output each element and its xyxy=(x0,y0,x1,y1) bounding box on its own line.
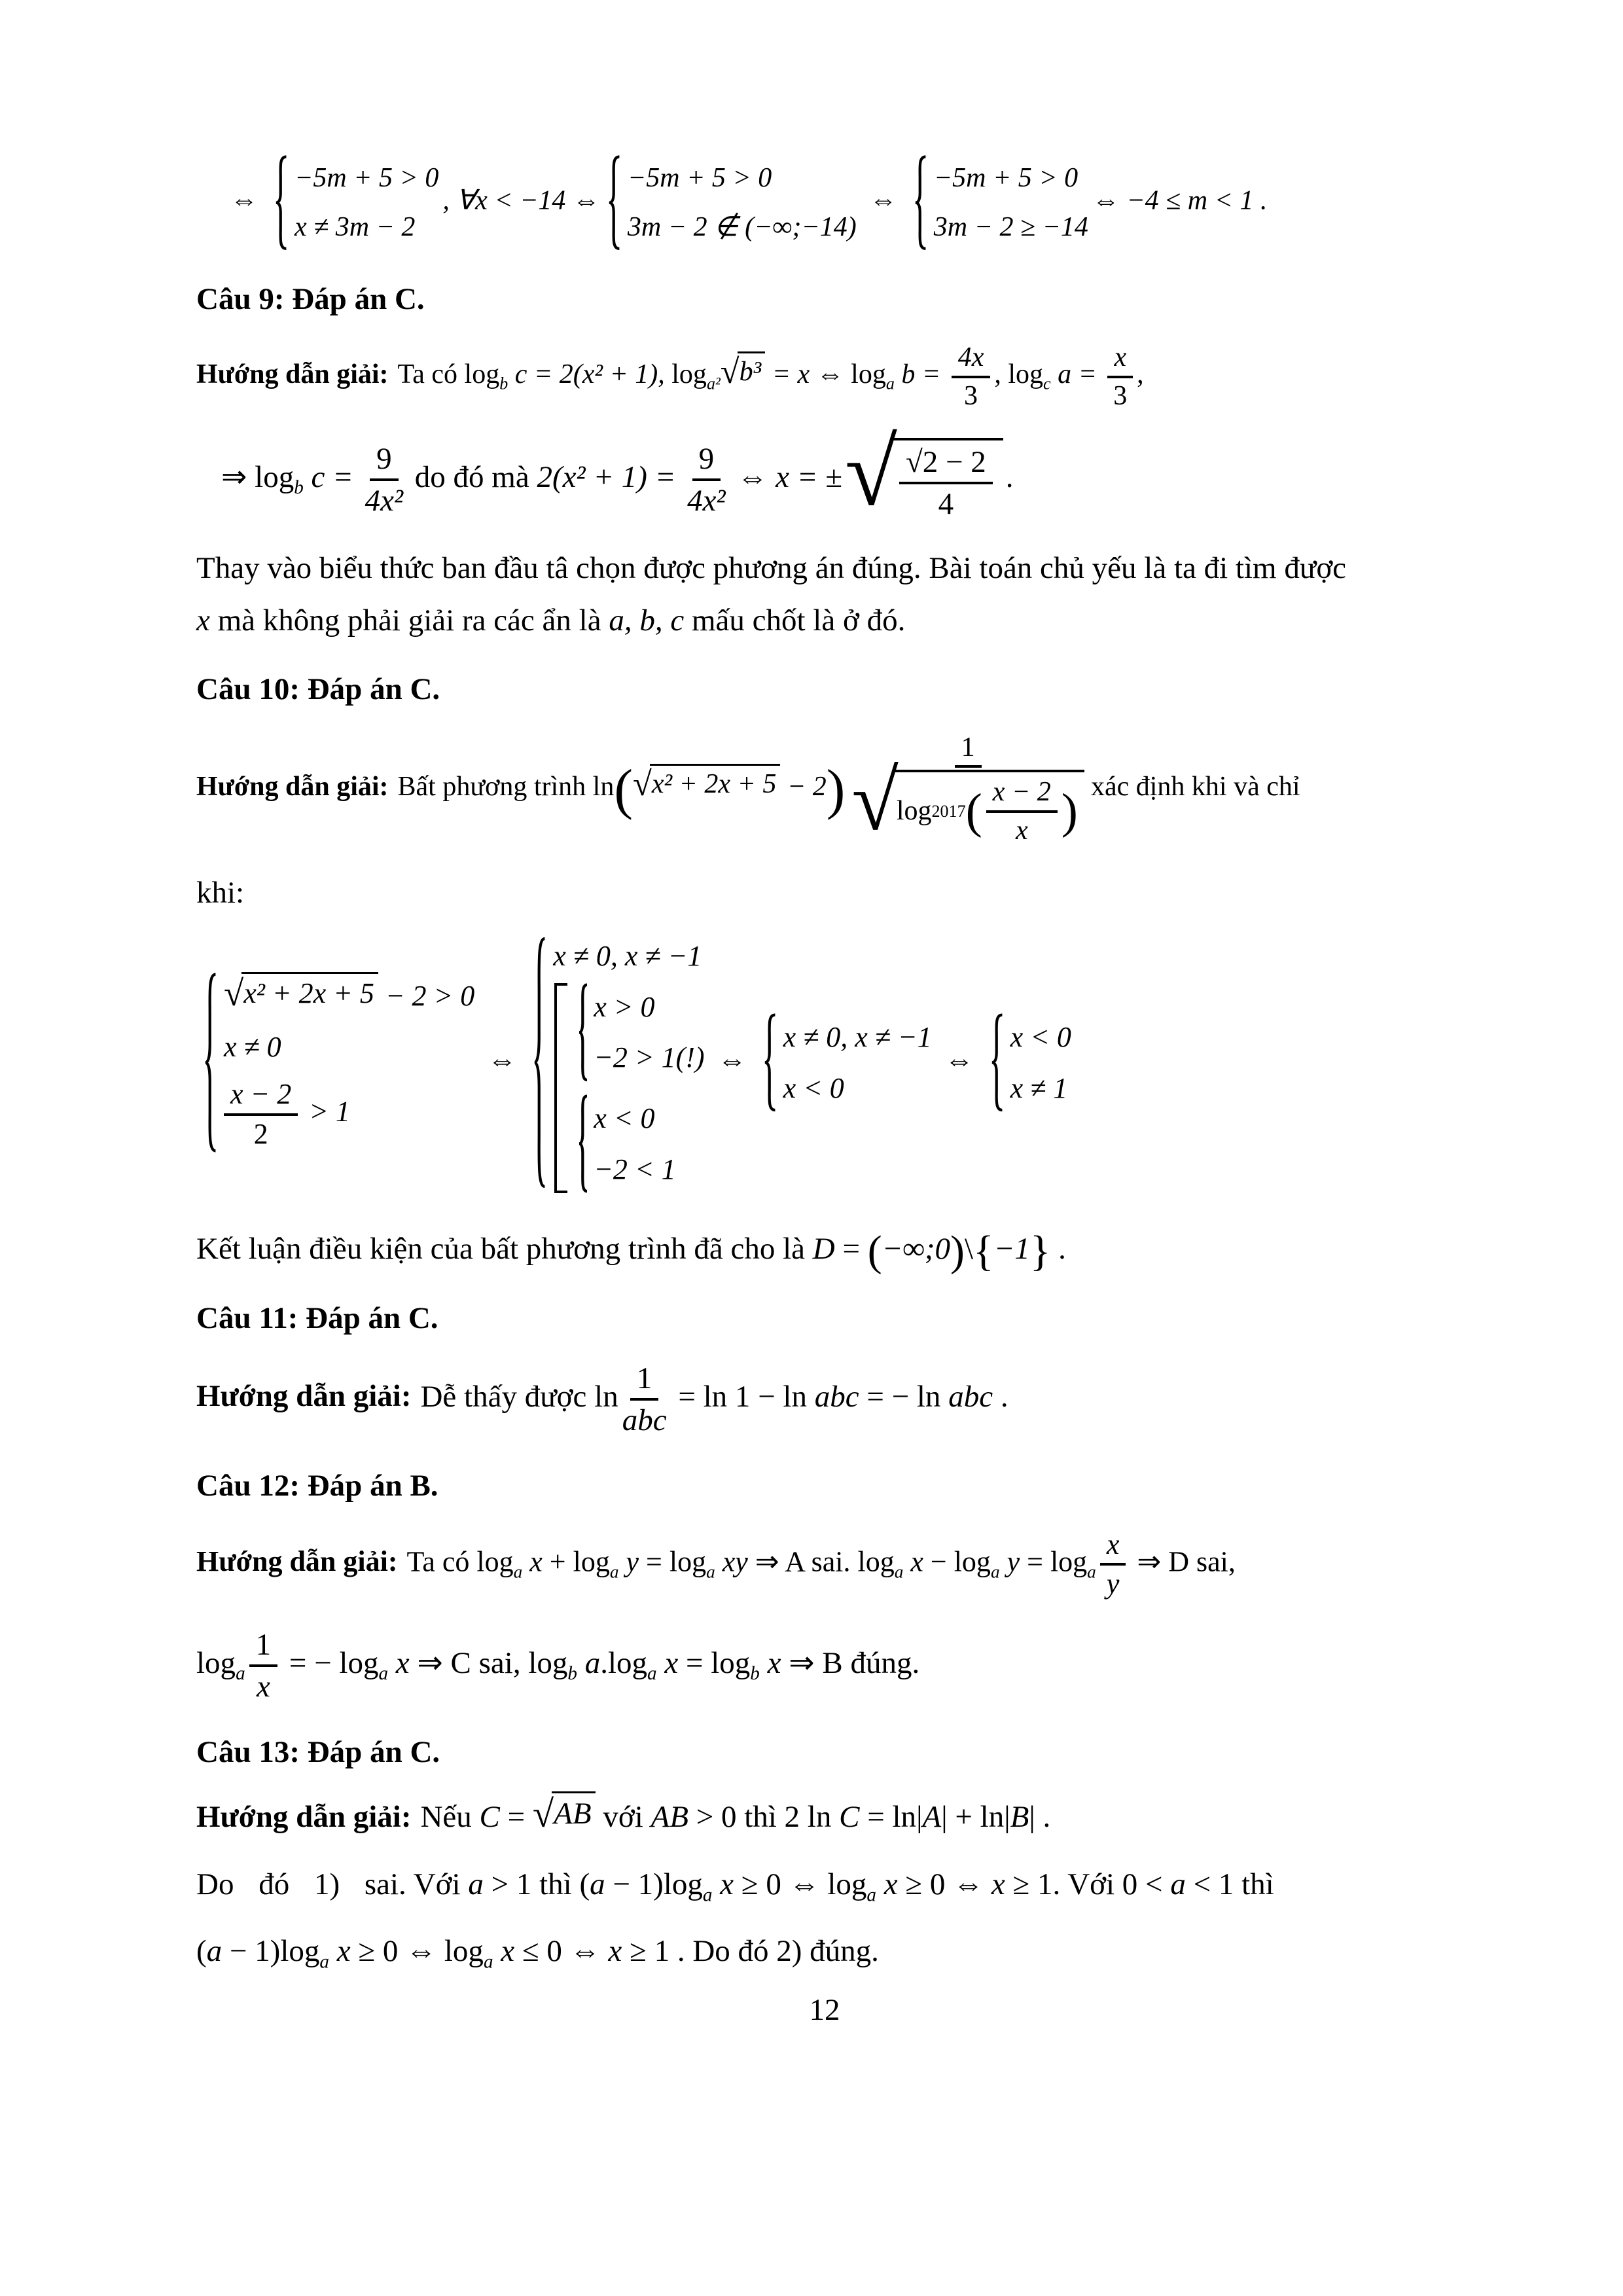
paragraph: Thay vào biểu thức ban đầu tâ chọn được phương án đúng. Bài toán chủ yếu là ta đi tìm được xyxy=(196,551,1347,586)
radical-sign: √ xyxy=(844,419,897,526)
text-fragment: Kết luận điều kiện của bất phương trình đã cho là xyxy=(196,1232,813,1266)
math-fragment: C xyxy=(479,1800,500,1835)
math-fragment: ⇒ A sai. xyxy=(747,1545,858,1578)
math-fragment: log xyxy=(896,796,932,827)
math-fragment: ⇒ xyxy=(221,459,255,494)
text-fragment: Dễ thấy được xyxy=(420,1379,595,1414)
math-fragment: = xyxy=(834,1232,868,1266)
math-fragment: log xyxy=(607,1645,648,1680)
math-fragment: − 2 xyxy=(780,772,827,802)
radicand: x² + 2x + 5 xyxy=(241,972,378,1013)
case-row: x ≠ 0, x ≠ −1 xyxy=(783,1021,932,1054)
math-fragment: ⇔ x = ± xyxy=(729,459,842,494)
cases-system xyxy=(575,982,704,1083)
math-fragment: − 1) xyxy=(605,1867,664,1902)
formula-line-q9-2 xyxy=(221,419,1453,526)
math-fragment: x xyxy=(712,1867,734,1902)
radicand: AB xyxy=(552,1791,595,1835)
math-fragment: y xyxy=(618,1545,639,1578)
fraction-numerator: x xyxy=(1100,1528,1126,1566)
case-row: x ≠ 0 xyxy=(224,1030,281,1063)
math-subscript: a xyxy=(1087,1562,1096,1582)
math-fragment: x xyxy=(759,1645,781,1680)
math-fragment: < 1 thì xyxy=(1185,1867,1274,1902)
math-fragment: x xyxy=(196,603,210,637)
text-fragment: Do đó 1) sai. xyxy=(196,1867,406,1902)
math-fragment: b = xyxy=(894,359,948,390)
math-fragment: ⇒ B đúng. xyxy=(781,1645,920,1680)
formula-line-q11 xyxy=(196,1361,1453,1438)
math-fragment: log xyxy=(669,1545,707,1578)
math-fragment: log xyxy=(711,1645,751,1680)
math-subscript: a xyxy=(894,1562,904,1582)
formula-line-q13-2 xyxy=(196,1864,1453,1909)
math-fragment: −5m + 5 > 0 xyxy=(627,163,772,193)
case-row: x ≠ 1 xyxy=(1010,1071,1068,1104)
formula-line-q12-2 xyxy=(196,1627,1453,1704)
abs-bar: | xyxy=(941,1800,948,1835)
math-fragment: ≥ 0 ⇔ xyxy=(734,1867,828,1902)
fraction-denominator: x xyxy=(256,1669,270,1704)
math-subscript: a xyxy=(885,374,895,393)
radical xyxy=(720,353,765,391)
math-fragment: log xyxy=(476,1545,514,1578)
math-fragment: C xyxy=(839,1800,860,1835)
text-fragment: mấu chốt là ở đó. xyxy=(684,603,906,637)
math-fragment: x xyxy=(522,1545,543,1578)
fraction-numerator: x − 2 xyxy=(224,1078,298,1116)
math-fragment: c = 2(x² + 1), xyxy=(508,359,672,390)
brace-left xyxy=(200,969,217,1157)
formula-line-q12-1 xyxy=(196,1528,1453,1601)
fraction-numerator: 4x xyxy=(952,342,991,378)
fraction xyxy=(687,441,725,518)
math-fragment: a xyxy=(1170,1867,1186,1902)
radicand: x² + 2x + 5 xyxy=(650,764,781,803)
math-fragment: x xyxy=(608,1934,622,1969)
paren-close: ) xyxy=(826,757,846,821)
cases-system xyxy=(987,1012,1071,1113)
math-fragment: ⇔ xyxy=(944,1043,974,1076)
solution-lead: Hướng dẫn giải: xyxy=(196,772,389,802)
text-line-khi xyxy=(196,872,1453,914)
text-fragment: do đó mà xyxy=(407,459,537,494)
abs-bar: | xyxy=(1029,1800,1035,1835)
brace-left xyxy=(575,982,588,1083)
fraction-denominator: abc xyxy=(622,1403,667,1437)
math-fragment: log xyxy=(857,1545,895,1578)
math-fragment: , ∀x < −14 ⇔ xyxy=(442,185,600,216)
math-fragment: log xyxy=(464,359,500,390)
question-heading-12: Câu 12: Đáp án B. xyxy=(196,1468,438,1503)
math-fragment: −1 xyxy=(993,1232,1030,1266)
math-fragment: x ≠ 3m − 2 xyxy=(294,211,416,242)
brace-left xyxy=(529,931,546,1194)
math-fragment: > 0 thì 2 ln xyxy=(688,1800,840,1835)
math-fragment: , xyxy=(994,359,1008,390)
math-subscript: a xyxy=(702,1884,713,1906)
conclusion-line xyxy=(196,1227,1453,1276)
math-subscript: a xyxy=(483,1951,493,1973)
math-fragment: ⇔ xyxy=(488,1043,517,1076)
fraction-numerator: 1 xyxy=(955,732,982,768)
math-fragment: log xyxy=(280,1934,320,1969)
solution-lead: Hướng dẫn giải: xyxy=(196,359,389,390)
math-fragment: y xyxy=(999,1545,1020,1578)
math-fragment: x xyxy=(329,1934,351,1969)
math-fragment: log xyxy=(573,1545,610,1578)
fraction-denominator: 2 xyxy=(253,1117,268,1150)
math-fragment: = xyxy=(639,1545,669,1578)
brace-left xyxy=(987,1012,1004,1113)
radical-big xyxy=(844,419,1003,526)
fraction xyxy=(952,342,991,412)
text-fragment: khi: xyxy=(196,875,245,910)
math-fragment: ⇔ −4 ≤ m < 1 . xyxy=(1092,185,1268,216)
radicand xyxy=(893,438,1003,522)
math-fragment: x xyxy=(876,1867,898,1902)
text-fragment: Bất phương trình xyxy=(397,772,593,802)
math-fragment: 3m − 2 ∉ (−∞;−14) xyxy=(627,211,857,242)
fraction-denominator: 3 xyxy=(1113,380,1128,411)
radical-sign: √ xyxy=(633,765,652,804)
question-heading-13: Câu 13: Đáp án C. xyxy=(196,1735,440,1770)
brace-left xyxy=(575,1093,588,1194)
math-fragment: − 1) xyxy=(222,1934,281,1969)
math-subscript: a xyxy=(513,1562,523,1582)
case-row: −2 > 1(!) xyxy=(594,1041,705,1074)
math-subscript: c xyxy=(1043,374,1051,393)
case-row: x ≠ 0, x ≠ −1 xyxy=(553,940,702,973)
fraction-denominator: 4 xyxy=(938,487,954,522)
math-fragment: = − xyxy=(281,1645,340,1680)
fraction-numerator: x − 2 xyxy=(986,776,1058,812)
math-fragment: \ xyxy=(964,1232,973,1266)
cases-system xyxy=(200,969,474,1157)
question-heading-9: Câu 9: Đáp án C. xyxy=(196,282,425,317)
math-fragment: a xyxy=(468,1867,484,1902)
math-fragment: ⇒ C sai, xyxy=(409,1645,529,1680)
fraction-numerator: √2 − 2 xyxy=(899,444,993,484)
math-fragment: 3m − 2 ≥ −14 xyxy=(933,211,1088,242)
math-fragment: −∞;0 xyxy=(882,1232,951,1266)
math-fragment: a xyxy=(206,1934,223,1969)
math-fragment: . xyxy=(600,1645,608,1680)
math-fragment: log xyxy=(444,1934,484,1969)
math-fragment: B xyxy=(1010,1800,1029,1835)
formula-line-q13-1 xyxy=(196,1795,1453,1838)
math-fragment: log xyxy=(528,1645,568,1680)
text-fragment: Ta có xyxy=(406,1545,477,1578)
fraction xyxy=(249,1627,278,1704)
fraction-numerator: 1 xyxy=(630,1361,659,1401)
math-fragment: − 2 > 0 xyxy=(378,980,475,1013)
formula-line-systems-m xyxy=(221,154,1453,251)
math-fragment: ⇔ xyxy=(869,185,897,216)
case-row: x < 0 xyxy=(783,1071,844,1104)
fraction-denominator: x xyxy=(1015,815,1028,846)
fraction xyxy=(365,441,403,518)
math-fragment: D xyxy=(812,1232,835,1266)
math-fragment: −5m + 5 > 0 xyxy=(294,163,439,193)
formula-line-system-x xyxy=(196,931,1453,1194)
fraction xyxy=(1107,342,1133,412)
solution-lead: Hướng dẫn giải: xyxy=(196,1379,412,1414)
fraction-numerator: x xyxy=(1107,342,1133,378)
math-subscript: 2017 xyxy=(931,801,966,821)
radical-sign: √ xyxy=(720,353,740,391)
paren-close: ) xyxy=(950,1227,965,1276)
math-fragment: 2(x² + 1) = xyxy=(537,459,684,494)
cases-system xyxy=(575,1093,704,1194)
math-fragment: abc xyxy=(814,1379,859,1414)
math-fragment: ≥ 0 ⇔ xyxy=(350,1934,444,1969)
text-fragment: mà không phải giải ra các ẩn là xyxy=(209,603,609,637)
math-fragment: c = xyxy=(303,459,361,494)
math-fragment: a xyxy=(577,1645,601,1680)
math-fragment: , xyxy=(1137,359,1144,390)
math-subscript: a xyxy=(236,1663,245,1685)
math-fragment: = ln 1 − ln xyxy=(670,1379,815,1414)
math-fragment: ⇔ xyxy=(230,185,258,216)
math-subscript: a² xyxy=(706,374,721,393)
paren-open: ( xyxy=(867,1227,882,1276)
math-fragment: a, b, c xyxy=(609,603,685,637)
math-fragment: ≥ 0 ⇔ xyxy=(897,1867,991,1902)
solution-lead: Hướng dẫn giải: xyxy=(196,1800,412,1835)
formula-line-q9-1 xyxy=(196,342,1453,412)
math-subscript: a xyxy=(378,1663,389,1685)
question-heading-11: Câu 11: Đáp án C. xyxy=(196,1300,438,1335)
radical xyxy=(224,973,378,1014)
case-row: x < 0 xyxy=(594,1102,655,1135)
fraction-denominator xyxy=(849,754,1087,849)
math-fragment: x xyxy=(991,1867,1005,1902)
math-fragment: log xyxy=(1008,359,1044,390)
math-fragment: x xyxy=(388,1645,410,1680)
page-number: 12 xyxy=(809,1992,840,2027)
math-fragment: x xyxy=(903,1545,923,1578)
text-fragment: xác định khi và chỉ xyxy=(1090,772,1300,802)
math-fragment: xy xyxy=(715,1545,748,1578)
fraction xyxy=(622,1361,667,1438)
math-fragment: ≥ 1. xyxy=(1005,1867,1061,1902)
math-fragment: > 1 xyxy=(302,1095,350,1128)
fraction-denominator: 4x² xyxy=(365,484,404,518)
paragraph xyxy=(196,600,1453,641)
radical-sign: √ xyxy=(851,754,899,849)
math-subscript: a xyxy=(647,1663,657,1685)
brace-close: } xyxy=(1029,1227,1051,1276)
math-fragment: log xyxy=(1050,1545,1088,1578)
text-fragment: Nếu xyxy=(420,1800,480,1835)
solution-lead: Hướng dẫn giải: xyxy=(196,1545,398,1578)
math-fragment: abc xyxy=(948,1379,993,1414)
math-subscript: a xyxy=(706,1562,715,1582)
math-fragment: = x ⇔ xyxy=(765,359,851,390)
formula-line-q13-3 xyxy=(196,1931,1453,1975)
math-subscript: a xyxy=(866,1884,876,1906)
math-subscript: a xyxy=(319,1951,329,1973)
math-subscript: b xyxy=(567,1663,577,1685)
text-fragment: Ta có xyxy=(397,359,465,390)
brace-left xyxy=(910,154,927,251)
radicand: b³ xyxy=(738,351,766,391)
case-row xyxy=(224,969,474,1021)
math-fragment: A xyxy=(922,1800,942,1835)
math-subscript: b xyxy=(499,374,508,393)
math-fragment: ln xyxy=(594,1379,618,1414)
question-heading-10: Câu 10: Đáp án C. xyxy=(196,672,440,706)
math-fragment: = xyxy=(499,1800,533,1835)
fraction-big xyxy=(849,732,1087,849)
math-fragment: = − ln xyxy=(859,1379,949,1414)
math-fragment: log xyxy=(255,459,294,494)
math-fragment: log xyxy=(954,1545,991,1578)
math-fragment: . xyxy=(1035,1800,1051,1835)
square-bracket xyxy=(554,983,567,1194)
brace-open: { xyxy=(973,1227,994,1276)
cases-system xyxy=(271,154,438,251)
radical xyxy=(532,1793,596,1836)
fraction xyxy=(899,444,993,522)
math-subscript: a xyxy=(609,1562,619,1582)
formula-line-q10 xyxy=(196,732,1453,849)
brace-left xyxy=(604,154,621,251)
math-fragment: ≤ 0 ⇔ xyxy=(514,1934,609,1969)
case-alternatives xyxy=(553,982,704,1195)
fraction-numerator: 9 xyxy=(692,441,721,481)
text-fragment: Với 0 < xyxy=(1060,1867,1171,1902)
fraction xyxy=(1100,1528,1126,1601)
math-fragment: + xyxy=(542,1545,573,1578)
math-fragment: + ln xyxy=(947,1800,1005,1835)
abs-bar: | xyxy=(916,1800,923,1835)
case-row: −2 < 1 xyxy=(594,1153,676,1185)
math-fragment: = ln xyxy=(859,1800,917,1835)
text-fragment: với xyxy=(595,1800,651,1835)
math-fragment: log xyxy=(339,1645,379,1680)
math-fragment: ln xyxy=(592,772,615,802)
cases-system xyxy=(529,931,704,1194)
fraction xyxy=(986,776,1058,846)
math-fragment: x xyxy=(493,1934,515,1969)
text-fragment: Với xyxy=(406,1867,469,1902)
fraction-numerator: 9 xyxy=(370,441,399,481)
brace-left xyxy=(760,1012,777,1113)
math-fragment: log xyxy=(663,1867,703,1902)
math-fragment: ⇒ D sai, xyxy=(1130,1545,1236,1578)
fraction xyxy=(224,1078,298,1151)
math-fragment: = xyxy=(1020,1545,1050,1578)
math-fragment: . xyxy=(993,1379,1008,1414)
fraction-denominator: 3 xyxy=(964,380,978,411)
cases-system xyxy=(760,1012,932,1113)
math-fragment: −5m + 5 > 0 xyxy=(933,163,1079,193)
radical-sign: √ xyxy=(224,973,244,1014)
case-row xyxy=(224,1072,474,1157)
math-fragment: log xyxy=(827,1867,867,1902)
math-subscript: a xyxy=(990,1562,1000,1582)
fraction-numerator: 1 xyxy=(249,1627,278,1667)
math-fragment: log xyxy=(196,1645,236,1680)
math-fragment: . xyxy=(1005,459,1014,494)
math-subscript: b xyxy=(750,1663,760,1685)
math-fragment: − xyxy=(923,1545,954,1578)
math-fragment: log xyxy=(851,359,886,390)
math-fragment: = xyxy=(678,1645,711,1680)
brace-left xyxy=(271,154,288,251)
math-fragment: x xyxy=(656,1645,679,1680)
text-fragment: ≥ 1 . Do đó 2) đúng. xyxy=(622,1934,879,1969)
math-fragment: . xyxy=(1050,1232,1066,1266)
cases-system xyxy=(604,154,857,251)
fraction-denominator: 4x² xyxy=(687,484,726,518)
radical xyxy=(633,765,780,804)
radical-sign: √ xyxy=(532,1793,554,1836)
radicand: log 2017 ( $\frac{x - 2}{x}$ ) xyxy=(894,770,1084,846)
math-fragment: a = xyxy=(1050,359,1104,390)
math-fragment: ⇔ xyxy=(717,1043,747,1076)
math-fragment: a xyxy=(590,1867,605,1902)
case-row: x > 0 xyxy=(594,990,655,1023)
math-fragment: > 1 thì ( xyxy=(483,1867,590,1902)
math-subscript: b xyxy=(294,477,304,499)
math-fragment: ( xyxy=(196,1934,207,1969)
radical-big xyxy=(851,754,1084,849)
fraction-denominator: y xyxy=(1106,1568,1120,1600)
case-row: x < 0 xyxy=(1010,1021,1071,1054)
math-fragment: log xyxy=(671,359,707,390)
abs-bar: | xyxy=(1004,1800,1010,1835)
cases-system xyxy=(910,154,1088,251)
math-fragment: AB xyxy=(651,1800,688,1835)
paren-open: ( xyxy=(614,757,633,821)
